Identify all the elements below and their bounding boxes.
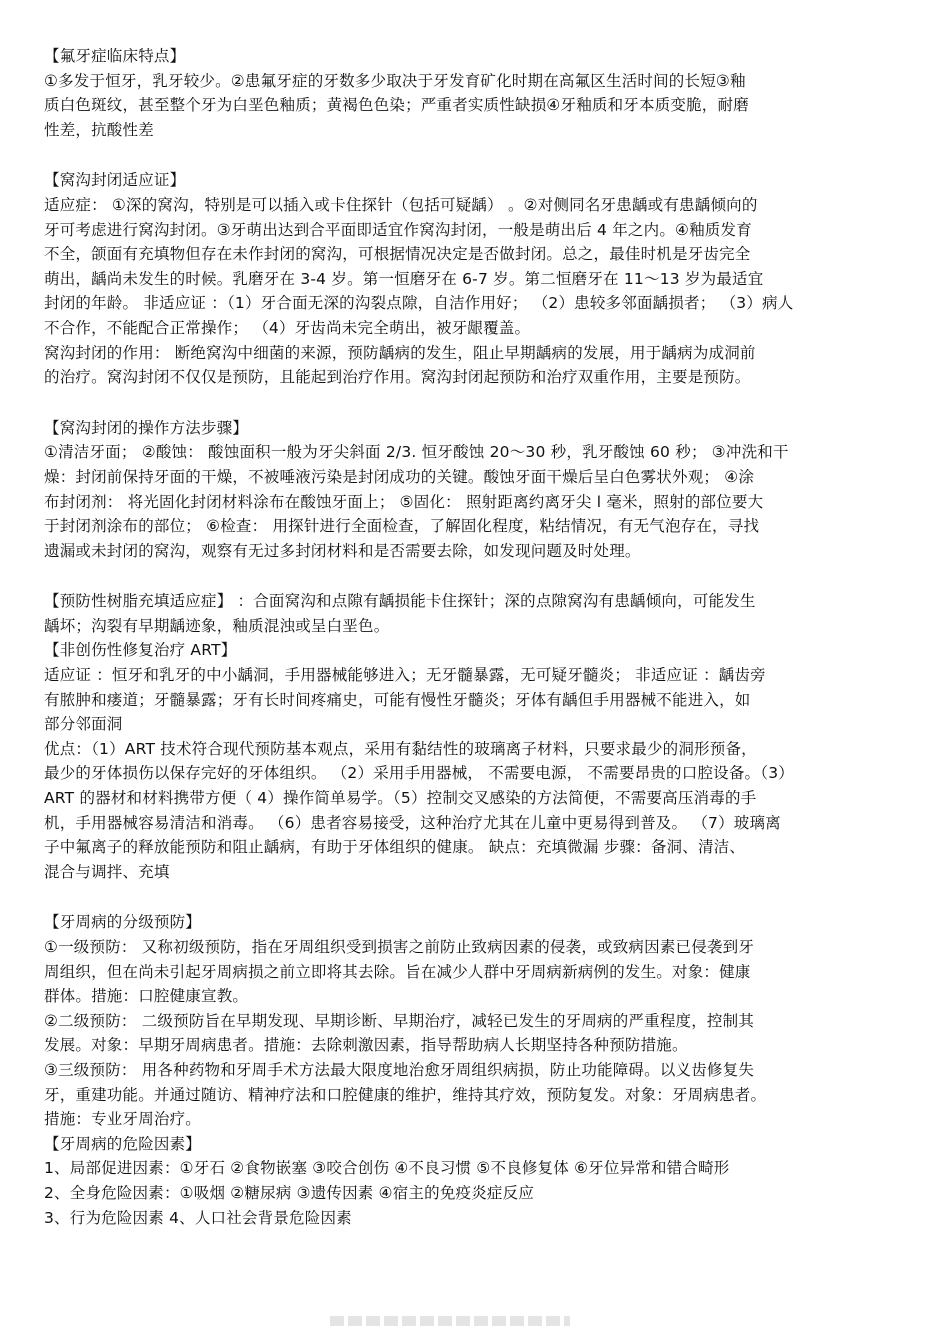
text-line: 燥：封闭前保持牙面的干燥，不被唾液污染是封闭成功的关键。酸蚀牙面干燥后呈白色雾状外观； ④涂 <box>44 467 755 486</box>
document-page <box>44 44 912 1230</box>
text-line: 不全，颌面有充填物但存在未作封闭的窝沟，可根据情况决定是否做封闭。总之，最佳时机是牙齿完全 <box>44 245 751 264</box>
text-line: 有脓肿和瘘道；牙髓暴露；牙有长时间疼痛史，可能有慢性牙髓炎；牙体有龋但手用器械不能进入，如 <box>44 690 751 709</box>
text-line: 龋坏；沟裂有早期龋迹象，釉质混浊或呈白垩色。 <box>44 616 390 635</box>
text-line: 性差，抗酸性差 <box>44 120 154 139</box>
section-title: 【牙周病的危险因素】 <box>44 1134 202 1153</box>
section-title: 【窝沟封闭的操作方法步骤】 <box>44 418 249 437</box>
section-title: 【牙周病的分级预防】 <box>44 913 202 932</box>
text-line: 牙可考虑进行窝沟封闭。③牙萌出达到合平面即适宜作窝沟封闭，一般是萌出后 4 年之内。④釉质发育 <box>44 220 752 239</box>
text-line: ①一级预防： 又称初级预防，指在牙周组织受到损害之前防止致病因素的侵袭，或致病因素已侵袭到牙 <box>44 938 755 956</box>
text-line: 萌出，龋尚未发生的时候。乳磨牙在 3-4 岁。第一恒磨牙在 6-7 岁。第二恒磨牙在 11～13 岁为最适宜 <box>44 269 764 288</box>
text-line: 不合作，不能配合正常操作； （4）牙齿尚未完全萌出，被牙龈覆盖。 <box>44 318 531 337</box>
text-line: 机，手用器械容易清洁和消毒。 （6）患者容易接受，这种治疗尤其在儿童中更易得到普及。 （7）玻璃离 <box>44 813 781 832</box>
faint-footer-artifact <box>330 1316 570 1326</box>
text-line: 周组织，但在尚未引起牙周病损之前立即将其去除。旨在减少人群中牙周病新病例的发生。对象：健康 <box>44 962 751 981</box>
text-line: 质白色斑纹，甚至整个牙为白垩色釉质；黄褐色色染；严重者实质性缺损④牙釉质和牙本质变脆，耐磨 <box>44 96 749 115</box>
text-line: 2、全身危险因素：①吸烟 ②糖尿病 ③遗传因素 ④宿主的免疫炎症反应 <box>44 1183 535 1202</box>
text-line: ①清洁牙面； ②酸蚀： 酸蚀面积一般为牙尖斜面 2/3. 恒牙酸蚀 20～30 秒，乳牙酸蚀 60 秒； ③冲洗和干 <box>44 443 789 462</box>
text-line: 布封闭剂： 将光固化封闭材料涂布在酸蚀牙面上； ⑤固化： 照射距离约离牙尖 l 毫米，照射的部位要大 <box>44 492 764 511</box>
section-fluorosis <box>44 44 912 142</box>
section-title: 【非创伤性修复治疗 ART】 <box>44 641 237 660</box>
text-line: ②二级预防： 二级预防旨在早期发现、早期诊断、早期治疗，减轻已发生的牙周病的严重程度，控制其 <box>44 1011 755 1030</box>
text-line: 部分邻面洞 <box>44 715 123 734</box>
text-line: 优点：（1）ART 技术符合现代预防基本观点，采用有黏结性的玻璃离子材料，只要求最少的洞形预备， <box>44 739 757 758</box>
section-sealing-steps <box>44 416 912 564</box>
section-title: 【窝沟封闭适应证】 <box>44 171 186 190</box>
text-line: 封闭的年龄。 非适应证 ：（1）牙合面无深的沟裂点隙，自洁作用好； （2）患较多邻面龋损者； （3）病人 <box>44 294 794 313</box>
text-line: 适应症： ①深的窝沟，特别是可以插入或卡住探针（包括可疑龋） 。②对侧同名牙患龋或有患龋倾向的 <box>44 195 758 214</box>
text-line: 的治疗。窝沟封闭不仅仅是预防，且能起到治疗作用。窝沟封闭起预防和治疗双重作用，主要是预防。 <box>44 368 751 387</box>
text-line: 于封闭剂涂布的部位； ⑥检查： 用探针进行全面检查，了解固化程度，粘结情况，有无气泡存在，寻找 <box>44 517 760 536</box>
text-line: 3、行为危险因素 4、人口社会背景危险因素 <box>44 1208 352 1227</box>
text-line: 子中氟离子的释放能预防和阻止龋病，有助于牙体组织的健康。 缺点：充填微漏 步骤：备洞、清洁、 <box>44 838 746 857</box>
text-line: 最少的牙体损伤以保存完好的牙体组织。 （2）采用手用器械， 不需要电源， 不需要昂贵的口腔设备。（3） <box>44 764 794 783</box>
text-line: 牙，重建功能。并通过随访、精神疗法和口腔健康的维护，维持其疗效，预防复发。对象：牙周病患者。 <box>44 1085 767 1104</box>
text-line: ①多发于恒牙，乳牙较少。②患氟牙症的牙数多少取决于牙发育矿化时期在高氟区生活时间的长短③釉 <box>44 71 746 90</box>
text-line: 适应证 ：恒牙和乳牙的中小龋洞，手用器械能够进入；无牙髓暴露，无可疑牙髓炎； 非适应证 ：龋齿旁 <box>44 666 766 685</box>
text-line: 【预防性树脂充填适应症】 ：合面窝沟和点隙有龋损能卡住探针；深的点隙窝沟有患龋倾向，可能发生 <box>44 592 756 611</box>
section-resin-art <box>44 589 912 884</box>
text-line: ③三级预防： 用各种药物和牙周手术方法最大限度地治愈牙周组织病损，防止功能障碍。以义齿修复失 <box>44 1060 755 1079</box>
text-line: 1、局部促进因素：①牙石 ②食物嵌塞 ③咬合创伤 ④不良习惯 ⑤不良修复体 ⑥牙位异常和错合畸形 <box>44 1159 730 1178</box>
text-line: 群体。措施：口腔健康宣教。 <box>44 987 249 1006</box>
text-line: 发展。对象：早期牙周病患者。措施：去除刺激因素，指导帮助病人长期坚持各种预防措施。 <box>44 1036 688 1055</box>
text-line: 窝沟封闭的作用： 断绝窝沟中细菌的来源，预防龋病的发生，阻止早期龋病的发展，用于龋病为成洞前 <box>44 343 756 362</box>
section-pit-fissure-indications <box>44 168 912 389</box>
text-line: 遗漏或未封闭的窝沟，观察有无过多封闭材料和是否需要去除，如发现问题及时处理。 <box>44 541 641 560</box>
text-line: ART 的器材和材料携带方便（ 4）操作简单易学。（5）控制交叉感染的方法简便，不需要高压消毒的手 <box>44 789 757 808</box>
text-line: 措施：专业牙周治疗。 <box>44 1110 202 1129</box>
section-periodontal <box>44 910 912 1230</box>
section-title: 【氟牙症临床特点】 <box>44 47 186 65</box>
text-line: 混合与调拌、充填 <box>44 862 170 881</box>
